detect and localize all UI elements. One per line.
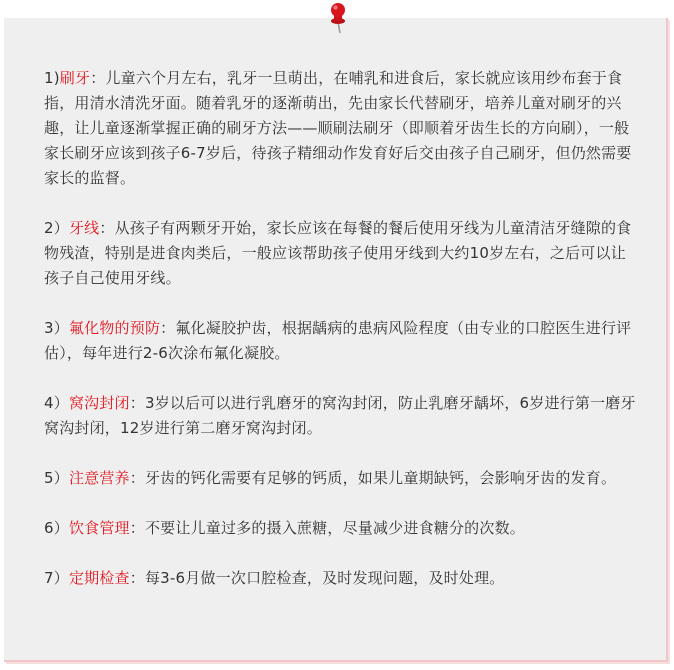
item-body: 从孩子有两颗牙开始，家长应该在每餐的餐后使用牙线为儿童清洁牙缝隙的食物残渣，特别是进食肉类后，一般应该帮助孩子使用牙线到大约10岁左右，之后可以让孩子自己使用牙线。 <box>44 219 632 287</box>
item-prefix: 3） <box>44 319 69 337</box>
item-title: 牙线 <box>68 219 100 237</box>
item-body: 牙齿的钙化需要有足够的钙质，如果儿童期缺钙，会影响牙齿的发育。 <box>144 469 617 487</box>
item-prefix: 1) <box>44 69 60 87</box>
list-item-diet <box>44 516 640 541</box>
item-title: 氟化物的预防 <box>68 319 161 337</box>
item-separator: ： <box>129 394 145 412</box>
item-prefix: 4） <box>44 394 69 412</box>
list-item-checkup <box>44 566 640 591</box>
item-body: 每3-6月做一次口腔检查，及时发现问题，及时处理。 <box>144 569 505 587</box>
item-separator: ： <box>129 469 145 487</box>
item-prefix: 5） <box>44 469 69 487</box>
item-prefix: 2） <box>44 219 69 237</box>
item-prefix: 6） <box>44 519 69 537</box>
item-separator: ： <box>99 219 115 237</box>
item-body: 3岁以后可以进行乳磨牙的窝沟封闭，防止乳磨牙龋坏，6岁进行第一磨牙窝沟封闭，12岁进行第二磨牙窝沟封闭。 <box>44 394 636 437</box>
item-title: 注意营养 <box>68 469 130 487</box>
list-item-sealant <box>44 391 640 441</box>
item-title: 窝沟封闭 <box>68 394 130 412</box>
push-pin-icon <box>325 2 351 34</box>
item-body: 氟化凝胶护齿，根据龋病的患病风险程度（由专业的口腔医生进行评估），每年进行2-6次涂布氟化凝胶。 <box>44 319 632 362</box>
item-title: 定期检查 <box>68 569 130 587</box>
list-item-nutrition <box>44 466 640 491</box>
article-body <box>44 66 640 616</box>
list-item-brushing <box>44 66 640 191</box>
list-item-floss <box>44 216 640 291</box>
item-title: 刷牙 <box>59 69 91 87</box>
item-separator: ： <box>129 519 145 537</box>
item-body: 不要让儿童过多的摄入蔗糖，尽量减少进食糖分的次数。 <box>144 519 525 537</box>
item-separator: ： <box>160 319 176 337</box>
item-body: 儿童六个月左右，乳牙一旦萌出，在哺乳和进食后，家长就应该用纱布套于食指，用清水清洗牙面。随着乳牙的逐渐萌出，先由家长代替刷牙，培养儿童对刷牙的兴趣，让儿童逐渐掌握正确的刷牙方法——顺刷法刷牙（即顺着牙齿生长的方向刷），一般家长刷牙应该到孩子6-7岁后，待孩子精细动作发育好后交由孩子自己刷牙，但仍然需要家长的监督。 <box>44 69 632 187</box>
list-item-fluoride <box>44 316 640 366</box>
item-separator: ： <box>129 569 145 587</box>
item-title: 饮食管理 <box>68 519 130 537</box>
item-separator: ： <box>90 69 106 87</box>
item-prefix: 7） <box>44 569 69 587</box>
